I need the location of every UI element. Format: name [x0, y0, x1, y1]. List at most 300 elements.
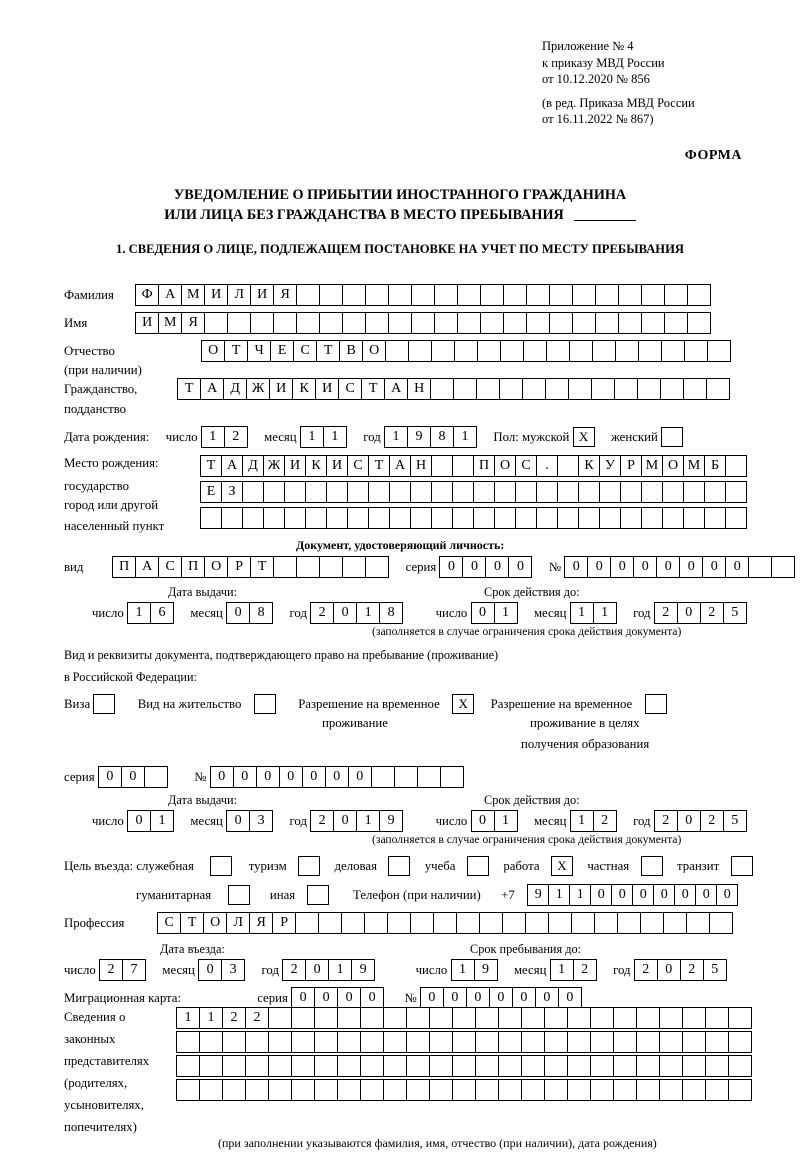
form-cell[interactable]	[368, 481, 390, 503]
form-cell[interactable]	[337, 1079, 361, 1101]
form-cell[interactable]	[144, 766, 168, 788]
form-cell[interactable]	[222, 1079, 246, 1101]
form-cell[interactable]: 0	[466, 987, 490, 1009]
stay-month-input[interactable]	[550, 959, 597, 981]
form-cell[interactable]	[521, 1055, 545, 1077]
permit-valid-month-input[interactable]	[570, 810, 617, 832]
form-cell[interactable]	[360, 1055, 384, 1077]
form-cell[interactable]	[452, 455, 474, 477]
form-cell[interactable]: 2	[573, 959, 597, 981]
form-cell[interactable]	[498, 1031, 522, 1053]
form-cell[interactable]	[199, 1079, 223, 1101]
form-cell[interactable]	[337, 1055, 361, 1077]
form-cell[interactable]	[590, 1079, 614, 1101]
form-cell[interactable]	[431, 507, 453, 529]
form-cell[interactable]: А	[389, 455, 411, 477]
form-cell[interactable]: Т	[250, 556, 274, 578]
form-cell[interactable]	[569, 340, 593, 362]
form-cell[interactable]	[664, 312, 688, 334]
form-cell[interactable]	[314, 1031, 338, 1053]
form-cell[interactable]: 0	[716, 884, 738, 906]
form-cell[interactable]: 1	[356, 602, 380, 624]
form-cell[interactable]: 1	[550, 959, 574, 981]
form-cell[interactable]: Ж	[263, 455, 285, 477]
form-cell[interactable]	[567, 1055, 591, 1077]
form-cell[interactable]: 1	[451, 959, 475, 981]
form-cell[interactable]: Т	[368, 455, 390, 477]
form-cell[interactable]	[245, 1031, 269, 1053]
form-cell[interactable]: М	[641, 455, 663, 477]
form-cell[interactable]: 1	[384, 426, 408, 448]
form-cell[interactable]: С	[158, 556, 182, 578]
permit-number-input[interactable]	[210, 766, 464, 788]
form-cell[interactable]	[705, 1007, 729, 1029]
form-cell[interactable]	[659, 1007, 683, 1029]
form-cell[interactable]	[618, 312, 642, 334]
form-cell[interactable]	[771, 556, 795, 578]
form-cell[interactable]	[614, 378, 638, 400]
form-cell[interactable]	[637, 378, 661, 400]
stay-day-input[interactable]	[451, 959, 498, 981]
form-cell[interactable]	[452, 1055, 476, 1077]
patronymic-input[interactable]	[201, 340, 731, 362]
form-cell[interactable]: 0	[279, 766, 303, 788]
form-cell[interactable]: О	[662, 455, 684, 477]
form-cell[interactable]	[457, 284, 481, 306]
form-cell[interactable]	[682, 1055, 706, 1077]
form-cell[interactable]	[440, 766, 464, 788]
form-cell[interactable]: 0	[210, 766, 234, 788]
form-cell[interactable]: 7	[122, 959, 146, 981]
form-cell[interactable]: 1	[328, 959, 352, 981]
form-cell[interactable]	[176, 1055, 200, 1077]
form-cell[interactable]	[599, 481, 621, 503]
form-cell[interactable]: 9	[407, 426, 431, 448]
form-cell[interactable]: 0	[314, 987, 338, 1009]
form-cell[interactable]	[661, 340, 685, 362]
form-cell[interactable]	[291, 1055, 315, 1077]
form-cell[interactable]: 1	[356, 810, 380, 832]
form-cell[interactable]: Ф	[135, 284, 159, 306]
form-cell[interactable]	[709, 912, 733, 934]
form-cell[interactable]: 0	[587, 556, 611, 578]
form-cell[interactable]: .	[536, 455, 558, 477]
form-cell[interactable]: И	[135, 312, 159, 334]
form-cell[interactable]	[572, 312, 596, 334]
form-cell[interactable]	[406, 1031, 430, 1053]
birthplace-input-2[interactable]	[200, 481, 747, 503]
form-cell[interactable]	[682, 1031, 706, 1053]
form-cell[interactable]	[364, 912, 388, 934]
form-cell[interactable]	[594, 912, 618, 934]
form-cell[interactable]: Т	[361, 378, 385, 400]
name-input[interactable]	[135, 312, 711, 334]
form-cell[interactable]: Б	[704, 455, 726, 477]
form-cell[interactable]	[549, 312, 573, 334]
form-cell[interactable]	[590, 1031, 614, 1053]
form-cell[interactable]	[295, 912, 319, 934]
form-cell[interactable]	[613, 1055, 637, 1077]
form-cell[interactable]: 2	[593, 810, 617, 832]
form-cell[interactable]	[728, 1079, 752, 1101]
form-cell[interactable]	[662, 481, 684, 503]
representatives-input-3[interactable]	[176, 1055, 752, 1077]
form-cell[interactable]	[389, 507, 411, 529]
form-cell[interactable]	[515, 481, 537, 503]
form-cell[interactable]: 0	[558, 987, 582, 1009]
form-cell[interactable]: 6	[150, 602, 174, 624]
form-cell[interactable]	[638, 340, 662, 362]
form-cell[interactable]: Ж	[246, 378, 270, 400]
representatives-input-1[interactable]	[176, 1007, 752, 1029]
form-cell[interactable]: И	[204, 284, 228, 306]
form-cell[interactable]	[273, 312, 297, 334]
form-cell[interactable]	[245, 1079, 269, 1101]
form-cell[interactable]: О	[494, 455, 516, 477]
form-cell[interactable]: 0	[471, 602, 495, 624]
form-cell[interactable]	[273, 556, 297, 578]
form-cell[interactable]	[342, 556, 366, 578]
form-cell[interactable]: Т	[224, 340, 248, 362]
form-cell[interactable]: 0	[702, 556, 726, 578]
form-cell[interactable]: 8	[430, 426, 454, 448]
form-cell[interactable]	[705, 1079, 729, 1101]
form-cell[interactable]	[360, 1007, 384, 1029]
form-cell[interactable]	[433, 912, 457, 934]
form-cell[interactable]	[620, 507, 642, 529]
birth-day-input[interactable]	[201, 426, 248, 448]
form-cell[interactable]: 3	[221, 959, 245, 981]
form-cell[interactable]	[544, 1007, 568, 1029]
form-cell[interactable]: 1	[199, 1007, 223, 1029]
form-cell[interactable]	[475, 1031, 499, 1053]
form-cell[interactable]: Я	[181, 312, 205, 334]
form-cell[interactable]: 1	[323, 426, 347, 448]
form-cell[interactable]	[291, 1031, 315, 1053]
form-cell[interactable]: М	[181, 284, 205, 306]
form-cell[interactable]: Д	[223, 378, 247, 400]
identity-series-input[interactable]	[439, 556, 532, 578]
form-cell[interactable]	[664, 284, 688, 306]
form-cell[interactable]	[522, 378, 546, 400]
form-cell[interactable]: 0	[632, 884, 654, 906]
form-cell[interactable]	[387, 912, 411, 934]
form-cell[interactable]	[515, 507, 537, 529]
form-cell[interactable]	[503, 312, 527, 334]
form-cell[interactable]	[268, 1055, 292, 1077]
form-cell[interactable]	[319, 284, 343, 306]
form-cell[interactable]	[521, 1007, 545, 1029]
form-cell[interactable]	[411, 284, 435, 306]
form-cell[interactable]	[245, 1055, 269, 1077]
permit-issue-month-input[interactable]	[226, 810, 273, 832]
purpose-study-checkbox[interactable]	[467, 856, 489, 876]
form-cell[interactable]: 2	[700, 602, 724, 624]
form-cell[interactable]: П	[181, 556, 205, 578]
form-cell[interactable]	[383, 1079, 407, 1101]
form-cell[interactable]: С	[157, 912, 181, 934]
form-cell[interactable]	[337, 1007, 361, 1029]
form-cell[interactable]: З	[221, 481, 243, 503]
form-cell[interactable]	[595, 284, 619, 306]
birth-month-input[interactable]	[300, 426, 347, 448]
form-cell[interactable]	[337, 1031, 361, 1053]
form-cell[interactable]	[615, 340, 639, 362]
form-cell[interactable]: 1	[453, 426, 477, 448]
form-cell[interactable]: 1	[570, 602, 594, 624]
form-cell[interactable]: 0	[610, 556, 634, 578]
form-cell[interactable]: 2	[222, 1007, 246, 1029]
form-cell[interactable]: 0	[656, 556, 680, 578]
form-cell[interactable]	[682, 1007, 706, 1029]
form-cell[interactable]	[305, 481, 327, 503]
form-cell[interactable]: 0	[443, 987, 467, 1009]
form-cell[interactable]	[452, 1079, 476, 1101]
profession-input[interactable]	[157, 912, 733, 934]
form-cell[interactable]	[479, 912, 503, 934]
form-cell[interactable]	[342, 312, 366, 334]
form-cell[interactable]	[567, 1079, 591, 1101]
form-cell[interactable]	[314, 1055, 338, 1077]
birth-year-input[interactable]	[384, 426, 477, 448]
form-cell[interactable]	[578, 481, 600, 503]
form-cell[interactable]	[314, 1079, 338, 1101]
form-cell[interactable]	[410, 507, 432, 529]
form-cell[interactable]	[641, 284, 665, 306]
form-cell[interactable]: 0	[653, 884, 675, 906]
purpose-transit-checkbox[interactable]	[731, 856, 753, 876]
form-cell[interactable]	[704, 481, 726, 503]
form-cell[interactable]: 0	[485, 556, 509, 578]
form-cell[interactable]	[480, 312, 504, 334]
form-cell[interactable]: С	[293, 340, 317, 362]
identity-issue-year-input[interactable]	[310, 602, 403, 624]
form-cell[interactable]: 1	[569, 884, 591, 906]
surname-input[interactable]	[135, 284, 711, 306]
form-cell[interactable]	[662, 507, 684, 529]
entry-year-input[interactable]	[282, 959, 375, 981]
form-cell[interactable]: 2	[224, 426, 248, 448]
form-cell[interactable]: 0	[679, 556, 703, 578]
form-cell[interactable]	[578, 507, 600, 529]
form-cell[interactable]	[704, 507, 726, 529]
form-cell[interactable]	[296, 312, 320, 334]
visa-checkbox[interactable]	[93, 694, 115, 714]
form-cell[interactable]: 0	[462, 556, 486, 578]
form-cell[interactable]	[365, 312, 389, 334]
form-cell[interactable]	[599, 507, 621, 529]
sex-female-checkbox[interactable]	[661, 427, 683, 447]
form-cell[interactable]	[452, 1007, 476, 1029]
birthplace-input-3[interactable]	[200, 507, 747, 529]
form-cell[interactable]: 0	[256, 766, 280, 788]
form-cell[interactable]	[500, 340, 524, 362]
form-cell[interactable]: 0	[348, 766, 372, 788]
form-cell[interactable]	[417, 766, 441, 788]
form-cell[interactable]: 0	[233, 766, 257, 788]
form-cell[interactable]: 2	[282, 959, 306, 981]
form-cell[interactable]	[408, 340, 432, 362]
form-cell[interactable]: 0	[302, 766, 326, 788]
form-cell[interactable]	[526, 312, 550, 334]
form-cell[interactable]	[326, 481, 348, 503]
form-cell[interactable]	[521, 1031, 545, 1053]
form-cell[interactable]: 2	[310, 810, 334, 832]
form-cell[interactable]	[705, 1031, 729, 1053]
form-cell[interactable]: П	[112, 556, 136, 578]
form-cell[interactable]: Я	[249, 912, 273, 934]
form-cell[interactable]	[545, 378, 569, 400]
purpose-tourism-checkbox[interactable]	[298, 856, 320, 876]
form-cell[interactable]	[268, 1079, 292, 1101]
form-cell[interactable]: В	[339, 340, 363, 362]
form-cell[interactable]	[572, 284, 596, 306]
birthplace-input-1[interactable]	[200, 455, 747, 477]
form-cell[interactable]: С	[338, 378, 362, 400]
form-cell[interactable]: И	[326, 455, 348, 477]
form-cell[interactable]	[360, 1079, 384, 1101]
form-cell[interactable]	[682, 1079, 706, 1101]
form-cell[interactable]	[326, 507, 348, 529]
form-cell[interactable]: М	[683, 455, 705, 477]
form-cell[interactable]	[429, 1055, 453, 1077]
form-cell[interactable]: Н	[407, 378, 431, 400]
sex-male-checkbox[interactable]: X	[573, 427, 595, 447]
entry-day-input[interactable]	[99, 959, 146, 981]
form-cell[interactable]	[263, 481, 285, 503]
form-cell[interactable]	[567, 1007, 591, 1029]
representatives-input-2[interactable]	[176, 1031, 752, 1053]
form-cell[interactable]: 0	[590, 884, 612, 906]
form-cell[interactable]	[388, 284, 412, 306]
form-cell[interactable]	[318, 912, 342, 934]
form-cell[interactable]: 2	[245, 1007, 269, 1029]
form-cell[interactable]: Е	[270, 340, 294, 362]
form-cell[interactable]: 9	[527, 884, 549, 906]
form-cell[interactable]	[618, 284, 642, 306]
form-cell[interactable]: 0	[611, 884, 633, 906]
form-cell[interactable]	[544, 1031, 568, 1053]
form-cell[interactable]: 1	[494, 810, 518, 832]
form-cell[interactable]	[494, 507, 516, 529]
form-cell[interactable]	[591, 378, 615, 400]
form-cell[interactable]	[687, 284, 711, 306]
form-cell[interactable]	[296, 284, 320, 306]
form-cell[interactable]	[683, 378, 707, 400]
form-cell[interactable]	[429, 1079, 453, 1101]
stay-year-input[interactable]	[634, 959, 727, 981]
form-cell[interactable]	[429, 1007, 453, 1029]
form-cell[interactable]: 0	[695, 884, 717, 906]
form-cell[interactable]: 0	[535, 987, 559, 1009]
form-cell[interactable]: П	[473, 455, 495, 477]
form-cell[interactable]	[557, 481, 579, 503]
form-cell[interactable]	[176, 1079, 200, 1101]
form-cell[interactable]	[411, 312, 435, 334]
form-cell[interactable]	[457, 312, 481, 334]
form-cell[interactable]	[473, 507, 495, 529]
form-cell[interactable]	[242, 507, 264, 529]
form-cell[interactable]	[636, 1031, 660, 1053]
form-cell[interactable]	[222, 1055, 246, 1077]
form-cell[interactable]	[319, 312, 343, 334]
form-cell[interactable]	[725, 455, 747, 477]
form-cell[interactable]: 0	[127, 810, 151, 832]
form-cell[interactable]	[683, 507, 705, 529]
form-cell[interactable]	[475, 1007, 499, 1029]
citizenship-input[interactable]	[177, 378, 730, 400]
form-cell[interactable]: И	[269, 378, 293, 400]
form-cell[interactable]	[546, 340, 570, 362]
education-residence-checkbox[interactable]	[645, 694, 667, 714]
form-cell[interactable]	[389, 481, 411, 503]
form-cell[interactable]: 0	[508, 556, 532, 578]
form-cell[interactable]	[548, 912, 572, 934]
form-cell[interactable]	[725, 481, 747, 503]
form-cell[interactable]	[477, 340, 501, 362]
form-cell[interactable]	[431, 481, 453, 503]
form-cell[interactable]: И	[315, 378, 339, 400]
form-cell[interactable]: Т	[316, 340, 340, 362]
form-cell[interactable]	[705, 1055, 729, 1077]
form-cell[interactable]: 0	[360, 987, 384, 1009]
form-cell[interactable]	[410, 912, 434, 934]
form-cell[interactable]: А	[158, 284, 182, 306]
form-cell[interactable]	[659, 1055, 683, 1077]
form-cell[interactable]	[571, 912, 595, 934]
form-cell[interactable]	[388, 312, 412, 334]
form-cell[interactable]	[567, 1031, 591, 1053]
form-cell[interactable]: К	[305, 455, 327, 477]
form-cell[interactable]	[199, 1031, 223, 1053]
form-cell[interactable]: 3	[249, 810, 273, 832]
form-cell[interactable]: О	[201, 340, 225, 362]
form-cell[interactable]: 0	[121, 766, 145, 788]
form-cell[interactable]	[475, 1055, 499, 1077]
form-cell[interactable]	[683, 481, 705, 503]
form-cell[interactable]	[549, 284, 573, 306]
purpose-business-checkbox[interactable]	[388, 856, 410, 876]
form-cell[interactable]	[660, 378, 684, 400]
form-cell[interactable]: 2	[634, 959, 658, 981]
form-cell[interactable]	[342, 284, 366, 306]
form-cell[interactable]	[523, 340, 547, 362]
form-cell[interactable]: 0	[226, 810, 250, 832]
form-cell[interactable]	[284, 481, 306, 503]
form-cell[interactable]	[250, 312, 274, 334]
form-cell[interactable]: 0	[439, 556, 463, 578]
form-cell[interactable]	[525, 912, 549, 934]
form-cell[interactable]	[242, 481, 264, 503]
form-cell[interactable]	[526, 284, 550, 306]
form-cell[interactable]	[383, 1055, 407, 1077]
form-cell[interactable]: И	[250, 284, 274, 306]
form-cell[interactable]	[371, 766, 395, 788]
form-cell[interactable]: 2	[99, 959, 123, 981]
permit-series-input[interactable]	[98, 766, 168, 788]
form-cell[interactable]	[706, 378, 730, 400]
form-cell[interactable]	[383, 1007, 407, 1029]
form-cell[interactable]	[687, 312, 711, 334]
form-cell[interactable]	[284, 507, 306, 529]
form-cell[interactable]	[452, 1031, 476, 1053]
form-cell[interactable]	[347, 481, 369, 503]
form-cell[interactable]: 5	[703, 959, 727, 981]
form-cell[interactable]: 0	[305, 959, 329, 981]
form-cell[interactable]	[406, 1079, 430, 1101]
form-cell[interactable]	[521, 1079, 545, 1101]
form-cell[interactable]: 5	[723, 602, 747, 624]
